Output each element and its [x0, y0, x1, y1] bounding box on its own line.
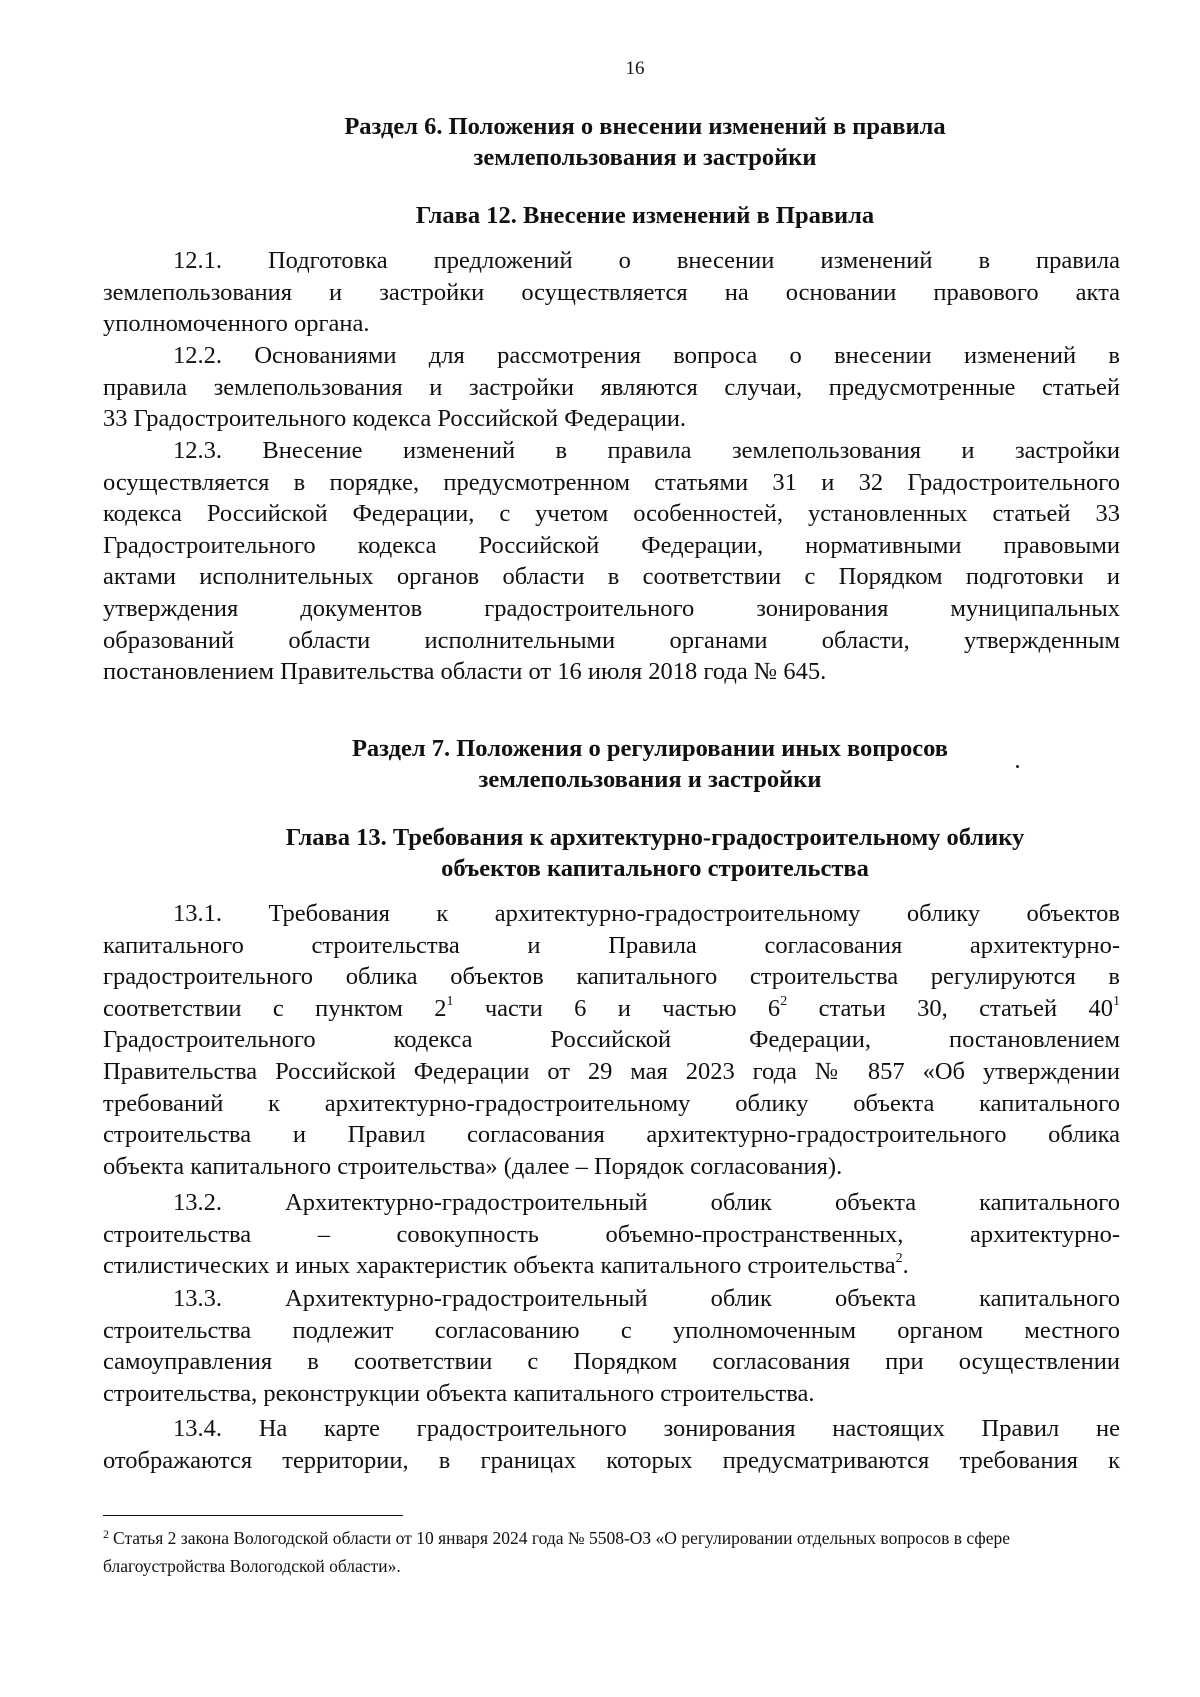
section-7-heading-line1: Раздел 7. Положения о регулировании иных вопросов — [351, 735, 949, 762]
p13-3-line: строительства, реконструкции объекта капитального строительства. — [103, 1379, 815, 1407]
chapter-12-heading — [0, 200, 1200, 231]
paragraph-13-3 — [103, 1283, 1120, 1409]
p12-3-line: утверждения документов градостроительного зонирования муниципальных — [103, 594, 1120, 622]
section-7-heading-line2: землепользования и застройки — [478, 766, 822, 793]
section-7-heading — [0, 733, 1200, 795]
p13-1-line: Градостроительного кодекса Российской Федерации, постановлением — [103, 1026, 1120, 1054]
p13-3-line: самоуправления в соответствии с Порядком согласования при осуществлении — [103, 1348, 1120, 1376]
p13-4-line: отображаются территории, в границах которых предусматриваются требования к — [103, 1446, 1120, 1474]
p13-2-line-with-reference: стилистических и иных характеристик объекта капитального строительства$^2$. — [103, 1251, 909, 1280]
paragraph-12-2 — [103, 340, 1120, 435]
chapter-13-heading-line2: объектов капитального строительства — [441, 855, 869, 882]
p12-3-line: образований области исполнительными органами области, утвержденным — [103, 626, 1120, 654]
paragraph-13-2 — [103, 1187, 1120, 1282]
p12-3-line: актами исполнительных органов области в соответствии с Порядком подготовки и — [103, 563, 1120, 591]
p13-1-line: строительства и Правил согласования архитектурно-градостроительного облика — [103, 1121, 1120, 1149]
paragraph-13-4 — [103, 1413, 1120, 1476]
paragraph-12-3 — [103, 435, 1120, 688]
p12-3-line: Градостроительного кодекса Российской Федерации, нормативными правовыми — [103, 531, 1120, 559]
p12-1-line: уполномоченного органа. — [103, 310, 370, 338]
p13-1-line: требований к архитектурно-градостроительному облику объекта капитального — [103, 1089, 1120, 1117]
p13-2-line: 13.2. Архитектурно-градостроительный облик объекта капитального — [173, 1189, 1120, 1216]
p13-3-line: строительства подлежит согласованию с уполномоченным органом местного — [103, 1316, 1120, 1344]
p12-2-line: 33 Градостроительного кодекса Российской Федерации. — [103, 405, 687, 433]
p13-1-line: градостроительного облика объектов капитального строительства регулируются в — [103, 963, 1120, 991]
p13-1-line-with-references: соответствии с пунктом $2^1$ части 6 и частью $6^2$ статьи 30, статьей $40^1$ — [103, 993, 1120, 1022]
section-6-heading — [0, 111, 1200, 173]
chapter-12-heading-line1: Глава 12. Внесение изменений в Правила — [415, 202, 875, 229]
section-6-heading-line2: землепользования и застройки — [473, 144, 817, 171]
p13-3-line: 13.3. Архитектурно-градостроительный облик объекта капитального — [173, 1285, 1120, 1312]
p13-1-line: капитального строительства и Правила согласования архитектурно- — [103, 931, 1120, 959]
footnote-reference: 2 — [895, 1251, 903, 1267]
page-number: 16 — [625, 58, 645, 79]
footnote-mark: 2 — [103, 1527, 109, 1541]
footnote-divider — [103, 1515, 403, 1516]
p12-3-line: осуществляется в порядке, предусмотренном статьями 31 и 32 Градостроительного — [103, 468, 1120, 496]
paragraph-13-1 — [103, 898, 1120, 1182]
p12-2-line: 12.2. Основаниями для рассмотрения вопроса о внесении изменений в — [173, 342, 1120, 369]
p13-1-line: Правительства Российской Федерации от 29 мая 2023 года № 857 «Об утверждении — [103, 1057, 1120, 1085]
p13-1-line: объекта капитального строительства» (далее – Порядок согласования). — [103, 1152, 843, 1180]
p12-3-line: постановлением Правительства области от 16 июля 2018 года № 645. — [103, 658, 827, 686]
scan-speck — [1016, 765, 1019, 768]
paragraph-12-1 — [103, 245, 1120, 340]
p12-1-line: 12.1. Подготовка предложений о внесении изменений в правила — [173, 247, 1120, 274]
footnote — [103, 1525, 1120, 1579]
p13-2-line: строительства – совокупность объемно-пространственных, архитектурно- — [103, 1220, 1120, 1248]
chapter-13-heading — [0, 822, 1200, 884]
p12-1-line: землепользования и застройки осуществляется на основании правового акта — [103, 278, 1120, 306]
section-6-heading-line1: Раздел 6. Положения о внесении изменений в правила — [344, 113, 946, 140]
footnote-text: Статья 2 закона Вологодской области от 10 января 2024 года № 5508-ОЗ «О регулировании отдельных вопросов в сфере благоустройства Вологодской области». — [103, 1528, 1011, 1576]
p12-3-line: кодекса Российской Федерации, с учетом особенностей, установленных статьей 33 — [103, 500, 1120, 528]
p12-3-line: 12.3. Внесение изменений в правила землепользования и застройки — [173, 437, 1120, 464]
p13-1-line: 13.1. Требования к архитектурно-градостроительному облику объектов — [173, 900, 1120, 927]
p12-2-line: правила землепользования и застройки являются случаи, предусмотренные статьей — [103, 373, 1120, 401]
chapter-13-heading-line1: Глава 13. Требования к архитектурно-градостроительному облику — [285, 824, 1025, 851]
p13-4-line: 13.4. На карте градостроительного зонирования настоящих Правил не — [173, 1415, 1120, 1442]
